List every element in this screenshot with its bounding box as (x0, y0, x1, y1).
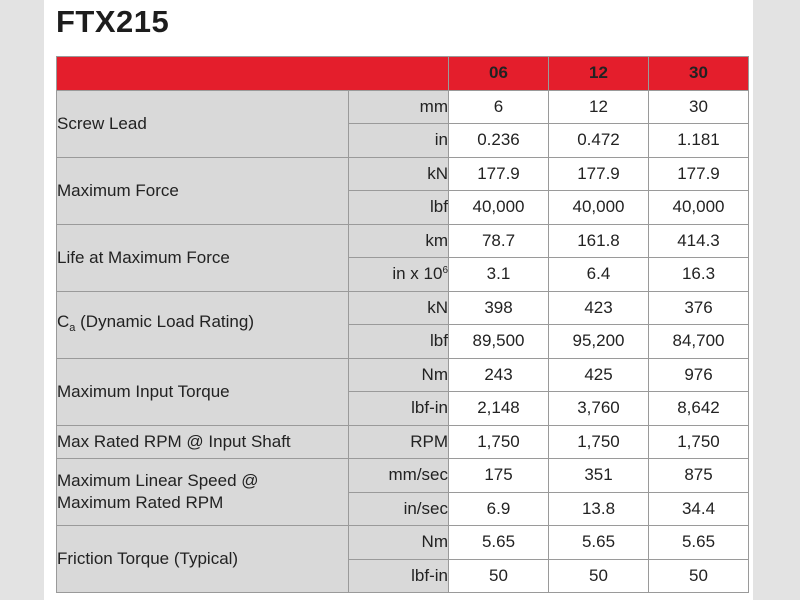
page-title: FTX215 (56, 4, 170, 39)
unit-cell: Nm (349, 526, 449, 560)
label-subscript: a (69, 321, 76, 334)
table-row (57, 526, 749, 560)
table-row (57, 224, 749, 258)
value-cell: 1,750 (649, 425, 749, 459)
value-cell: 177.9 (549, 157, 649, 191)
value-cell: 5.65 (649, 526, 749, 560)
value-cell: 177.9 (449, 157, 549, 191)
value-cell: 177.9 (649, 157, 749, 191)
unit-cell: in (349, 124, 449, 158)
unit-cell (349, 258, 449, 292)
label-line-2: Maximum Rated RPM (57, 493, 224, 512)
value-cell: 8,642 (649, 392, 749, 426)
value-cell: 1,750 (549, 425, 649, 459)
unit-cell: in/sec (349, 492, 449, 526)
value-cell: 5.65 (449, 526, 549, 560)
unit-cell: lbf (349, 325, 449, 359)
unit-cell: Nm (349, 358, 449, 392)
unit-cell: mm/sec (349, 459, 449, 493)
row-label: Maximum Force (57, 157, 349, 224)
value-cell: 5.65 (549, 526, 649, 560)
header-row (57, 57, 749, 91)
label-rest: (Dynamic Load Rating) (75, 311, 254, 331)
table-row (57, 291, 749, 325)
unit-cell: kN (349, 291, 449, 325)
value-cell: 89,500 (449, 325, 549, 359)
label-line-1: Maximum Linear Speed @ (57, 471, 259, 490)
row-label: Maximum Input Torque (57, 358, 349, 425)
unit-cell: km (349, 224, 449, 258)
unit-cell: mm (349, 90, 449, 124)
value-cell: 1.181 (649, 124, 749, 158)
value-cell: 6.9 (449, 492, 549, 526)
value-cell: 161.8 (549, 224, 649, 258)
unit-cell: lbf (349, 191, 449, 225)
row-label: Life at Maximum Force (57, 224, 349, 291)
value-cell: 976 (649, 358, 749, 392)
table-row (57, 358, 749, 392)
unit-cell: lbf-in (349, 392, 449, 426)
spec-sheet (44, 0, 753, 600)
column-header: 06 (449, 57, 549, 91)
value-cell: 30 (649, 90, 749, 124)
value-cell: 40,000 (449, 191, 549, 225)
value-cell: 1,750 (449, 425, 549, 459)
value-cell: 84,700 (649, 325, 749, 359)
table-row (57, 157, 749, 191)
unit-cell: RPM (349, 425, 449, 459)
row-label (57, 291, 349, 358)
table-row (57, 459, 749, 493)
value-cell: 423 (549, 291, 649, 325)
row-label: Screw Lead (57, 90, 349, 157)
value-cell: 78.7 (449, 224, 549, 258)
header-blank (57, 57, 449, 91)
column-header: 12 (549, 57, 649, 91)
value-cell: 16.3 (649, 258, 749, 292)
column-header: 30 (649, 57, 749, 91)
unit-cell: kN (349, 157, 449, 191)
value-cell: 3.1 (449, 258, 549, 292)
row-label: Friction Torque (Typical) (57, 526, 349, 593)
unit-cell: lbf-in (349, 559, 449, 593)
value-cell: 351 (549, 459, 649, 493)
value-cell: 40,000 (549, 191, 649, 225)
value-cell: 3,760 (549, 392, 649, 426)
spec-table (56, 56, 749, 593)
value-cell: 243 (449, 358, 549, 392)
value-cell: 0.236 (449, 124, 549, 158)
unit-exponent: 6 (442, 265, 448, 277)
value-cell: 34.4 (649, 492, 749, 526)
row-label (57, 459, 349, 526)
value-cell: 6 (449, 90, 549, 124)
value-cell: 13.8 (549, 492, 649, 526)
table-row (57, 90, 749, 124)
value-cell: 12 (549, 90, 649, 124)
value-cell: 0.472 (549, 124, 649, 158)
value-cell: 175 (449, 459, 549, 493)
value-cell: 95,200 (549, 325, 649, 359)
value-cell: 50 (649, 559, 749, 593)
value-cell: 50 (449, 559, 549, 593)
table-row (57, 425, 749, 459)
value-cell: 40,000 (649, 191, 749, 225)
value-cell: 398 (449, 291, 549, 325)
row-label: Max Rated RPM @ Input Shaft (57, 425, 349, 459)
label-prefix: C (57, 311, 70, 331)
value-cell: 875 (649, 459, 749, 493)
value-cell: 425 (549, 358, 649, 392)
value-cell: 376 (649, 291, 749, 325)
value-cell: 414.3 (649, 224, 749, 258)
unit-base: in x 10 (392, 264, 443, 284)
value-cell: 2,148 (449, 392, 549, 426)
value-cell: 50 (549, 559, 649, 593)
value-cell: 6.4 (549, 258, 649, 292)
